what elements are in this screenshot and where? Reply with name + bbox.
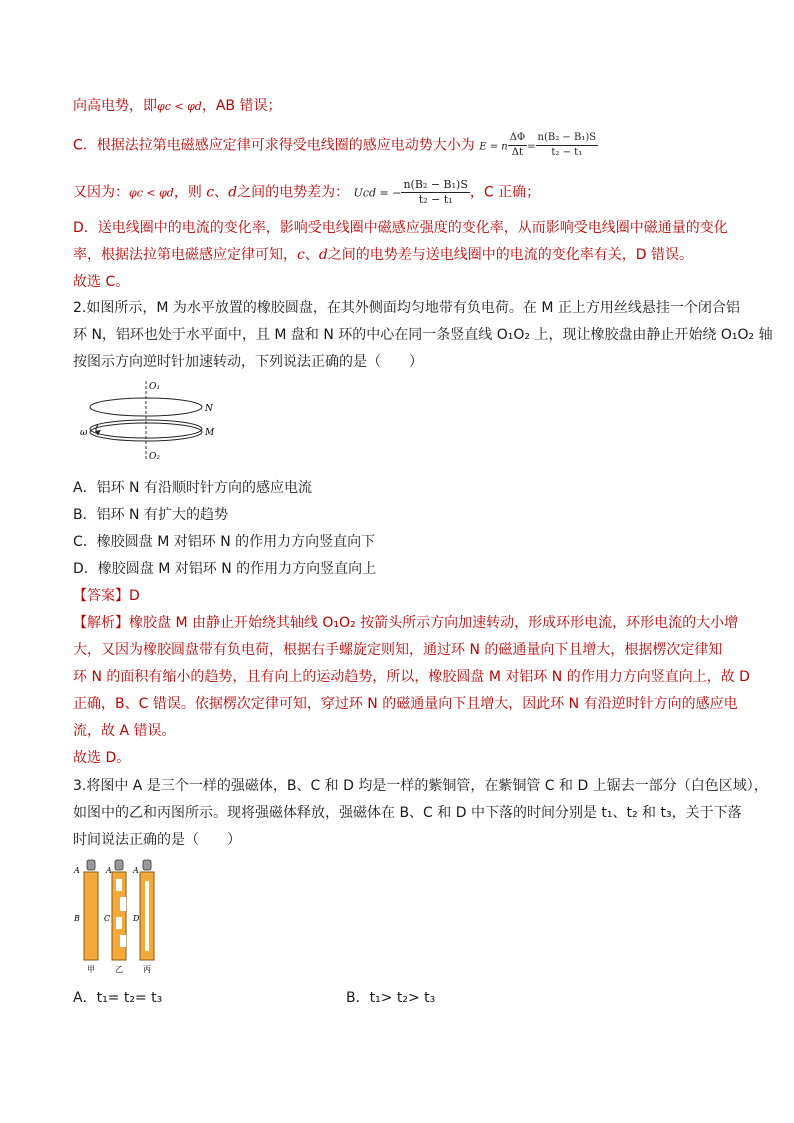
cutout [120, 897, 126, 911]
formula-lhs: E = n [479, 141, 508, 153]
tubes-figure [70, 857, 165, 977]
question-stem: 如图中的乙和丙图所示。现将强磁体释放，强磁体在 B、C 和 D 中下落的时间分别是 t₁、t₂ 和 t₃，关于下落 [73, 805, 742, 821]
label-a: A [74, 866, 80, 875]
label-b: B [74, 914, 80, 923]
question-stem: 环 N，铝环也处于水平面中，且 M 盘和 N 环的中心在同一条竖直线 O₁O₂ 上，现让橡胶盘由静止开始绕 O₁O₂ 轴 [73, 327, 773, 343]
fraction-denominator: Δt [511, 147, 524, 158]
choose-line: 故选 D。 [73, 750, 131, 766]
analysis-line: 环 N 的面积有缩小的趋势，且有向上的运动趋势，所以，橡胶圆盘 M 对铝环 N 的作用力方向竖直向上，故 D [73, 669, 750, 685]
magnet-a2 [115, 860, 123, 870]
magnet-a3 [143, 860, 151, 870]
text-segment: ，C 正确； [469, 184, 541, 201]
text-segment: ，AB 错误； [201, 98, 282, 114]
math-inline: φc < φd [129, 186, 174, 200]
text-segment: 之间的电势差与送电线圈中的电流的变化率有关，D 错误。 [327, 247, 694, 263]
formula-lhs: Ucd = − [353, 186, 402, 200]
choose-line: 故选 C。 [73, 274, 130, 290]
label-yi: 乙 [115, 965, 123, 974]
label-o1: O₁ [149, 382, 160, 392]
option-b: B．t₁> t₂> t₃ [346, 990, 436, 1006]
option-c: C．橡胶圆盘 M 对铝环 N 的作用力方向竖直向下 [73, 534, 376, 550]
option-c-explanation [73, 131, 598, 160]
text-line [73, 96, 281, 117]
rings-figure [78, 377, 218, 463]
text-segment: C．根据法拉第电磁感应定律可求得受电线圈的感应电动势大小为 [73, 137, 475, 154]
option-a: A．t₁= t₂= t₃ [73, 990, 163, 1006]
text-segment: 率，根据法拉第电磁感应定律可知， [73, 247, 297, 263]
formula-fraction [508, 131, 527, 160]
cutout [116, 879, 122, 891]
text-line [73, 245, 693, 265]
math-inline: c [206, 184, 215, 201]
label-o2: O₂ [149, 452, 160, 462]
question-stem: 2.如图所示，M 为水平放置的橡胶圆盘，在其外侧面均匀地带有负电荷。在 M 正上方用丝线悬挂一个闭合铝 [73, 300, 740, 316]
analysis-line: 流，故 A 错误。 [73, 723, 176, 739]
formula-fraction [401, 178, 469, 207]
analysis-line: 正确，B、C 错误。依据楞次定律可知，穿过环 N 的磁通量向下且增大，因此环 N 有沿逆时针方向的感应电 [73, 696, 738, 712]
math-inline: d [318, 247, 328, 263]
label-a: A [133, 866, 139, 875]
cutout [116, 917, 122, 929]
text-line: D．送电线圈中的电流的变化率，影响受电线圈中磁感应强度的变化率，从而影响受电线圈中磁通量的变化 [73, 220, 728, 236]
math-inline: φc < φd [157, 100, 202, 113]
option-b: B．铝环 N 有扩大的趋势 [73, 507, 228, 523]
math-inline: c [297, 247, 305, 263]
text-segment: 橡胶盘 M 由静止开始绕其轴线 O₁O₂ 按箭头所示方向加速转动，形成环形电流，环形电流的大小增 [129, 615, 739, 631]
answer-line: 【答案】D [73, 588, 140, 604]
text-segment: 、 [304, 247, 319, 263]
cutout [120, 935, 126, 947]
text-segment: ，则 [173, 184, 207, 201]
text-line [73, 178, 540, 207]
question-stem: 3.将图中 A 是三个一样的强磁体，B、C 和 D 均是一样的紫铜管，在紫铜管 C 和 D 上锯去一部分（白色区域）， [73, 778, 768, 794]
label-bing: 丙 [143, 965, 151, 974]
fraction-denominator: t₂ − t₁ [551, 147, 583, 158]
label-m: M [205, 428, 215, 438]
fraction-numerator: n(B₂ − B₁)S [403, 178, 468, 191]
analysis-line: 大，又因为橡胶圆盘带有负电荷，根据右手螺旋定则知，通过环 N 的磁通量向下且增大，根据楞次定律知 [73, 642, 723, 658]
formula-fraction [536, 131, 599, 160]
label-n: N [205, 404, 213, 414]
slot [145, 881, 149, 951]
math-inline: d [228, 184, 238, 201]
option-d: D．橡胶圆盘 M 对铝环 N 的作用力方向竖直向上 [73, 561, 377, 577]
fraction-denominator: t₂ − t₁ [418, 193, 453, 206]
tube-b [84, 872, 98, 960]
question-stem: 时间说法正确的是（ ） [73, 832, 241, 848]
label-omega: ω [80, 428, 88, 438]
formula-equals: = [527, 141, 536, 153]
question-stem: 按图示方向逆时针加速转动，下列说法正确的是（ ） [73, 354, 423, 370]
magnet-a1 [87, 860, 95, 870]
text-segment: 、 [214, 184, 229, 201]
label-c: C [104, 914, 111, 923]
fraction-numerator: ΔΦ [508, 131, 527, 146]
label-jia: 甲 [87, 965, 95, 974]
analysis-tag: 【解析】 [73, 615, 129, 631]
analysis-line [73, 613, 738, 633]
option-a: A．铝环 N 有沿顺时针方向的感应电流 [73, 480, 312, 496]
text-segment: 之间的电势差为： [237, 184, 350, 201]
label-d: D [133, 914, 140, 923]
text-segment: 又因为： [73, 184, 129, 201]
label-a: A [106, 866, 112, 875]
fraction-numerator: n(B₂ − B₁)S [536, 131, 599, 146]
text-segment: 向高电势，即 [73, 98, 157, 114]
